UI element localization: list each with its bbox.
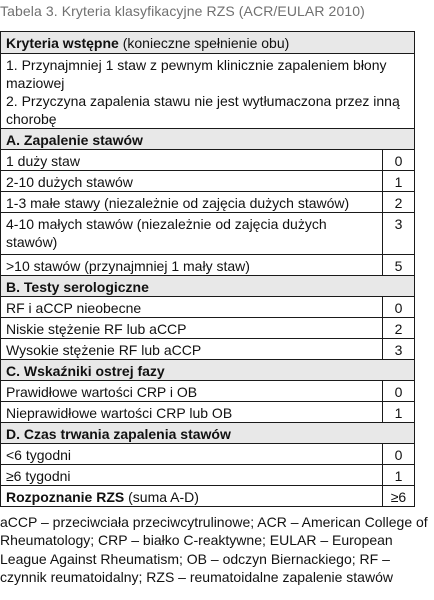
criterion-label: Niskie stężenie RF lub aCCP [1,318,383,339]
criterion-points: 2 [383,318,415,339]
criterion-points: 1 [383,465,415,486]
table-row [1,318,415,339]
table-row [1,192,415,213]
criterion-label: Prawidłowe wartości CRP i OB [1,381,383,402]
criterion-label: >10 stawów (przynajmniej 1 mały staw) [1,255,383,276]
section-header-row [1,360,415,381]
section-header-row [1,423,415,444]
entry-criteria-body-row [1,54,415,129]
criterion-label: RF i aCCP nieobecne [1,297,383,318]
table-row [1,444,415,465]
entry-criteria-title: Kryteria wstępne [6,35,119,51]
criterion-points: 1 [383,402,415,423]
diagnosis-row [1,486,415,507]
criterion-label: 1-3 małe stawy (niezależnie od zajęcia dużych stawów) [1,192,383,213]
table-row [1,213,415,255]
criterion-points: 0 [383,297,415,318]
criterion-points: 2 [383,192,415,213]
diagnosis-note: (suma A-D) [124,489,199,505]
abbreviations-footnote: aCCP – przeciwciała przeciwcytrulinowe; ACR – American College of Rheumatology; CRP – białko C-reaktywne; EULAR – European League Against Rheumatism; OB – odczyn Biernackiego; RF – czynnik reumatoidalny; RZS – reumatoidalne zapalenie stawów [0,514,428,586]
section-header-row [1,276,415,297]
criterion-points: 0 [383,381,415,402]
entry-criterion-1: 1. Przynajmniej 1 staw z pewnym klinicznie zapaleniem błony maziowej [6,57,387,91]
section-header-row [1,129,415,150]
criterion-points: 0 [383,150,415,171]
criterion-points: 3 [383,213,415,255]
entry-criteria-body [1,54,415,129]
criterion-points: 1 [383,171,415,192]
table-row [1,465,415,486]
entry-criterion-2: 2. Przyczyna zapalenia stawu nie jest wytłumaczona przez inną chorobę [6,93,400,127]
section-d-title: D. Czas trwania zapalenia stawów [1,423,415,444]
criterion-label: 1 duży staw [1,150,383,171]
criterion-label: 4-10 małych stawów (niezależnie od zajęcia dużych stawów) [1,213,383,255]
section-c-title: C. Wskaźniki ostrej fazy [1,360,415,381]
criterion-label: Wysokie stężenie RF lub aCCP [1,339,383,360]
criterion-label: 2-10 dużych stawów [1,171,383,192]
criterion-points: 0 [383,444,415,465]
diagnosis-title: Rozpoznanie RZS [6,489,125,505]
table-row [1,381,415,402]
criterion-points: 3 [383,339,415,360]
entry-criteria-header-row [1,32,415,54]
criterion-points: 5 [383,255,415,276]
section-b-title: B. Testy serologiczne [1,276,415,297]
criterion-label: ≥6 tygodni [1,465,383,486]
criterion-label: Nieprawidłowe wartości CRP lub OB [1,402,383,423]
table-row [1,402,415,423]
diagnosis-threshold: ≥6 [383,486,415,507]
table-row [1,150,415,171]
entry-criteria-note: (konieczne spełnienie obu) [118,35,290,51]
criteria-table [0,31,415,507]
table-row [1,339,415,360]
table-row [1,297,415,318]
table-row [1,255,415,276]
section-a-title: A. Zapalenie stawów [1,129,415,150]
entry-criteria-header [1,32,415,54]
criterion-label: <6 tygodni [1,444,383,465]
diagnosis-label [1,486,383,507]
table-caption: Tabela 3. Kryteria klasyfikacyjne RZS (ACR/EULAR 2010) [0,3,365,19]
table-row [1,171,415,192]
